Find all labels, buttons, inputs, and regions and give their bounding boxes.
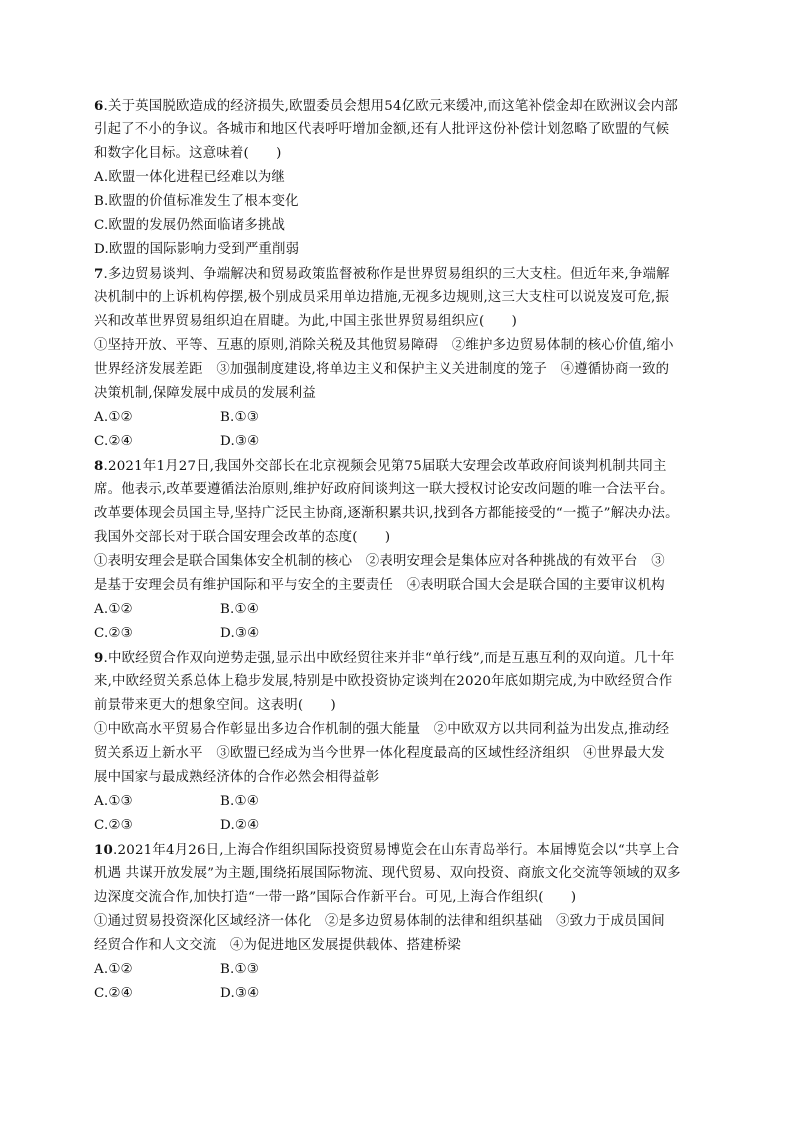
question-stem-line: 边深度交流合作,加快打造“一带一路”国际合作新平台。可见,上海合作组织( ) — [94, 890, 577, 905]
question-stem-line: 我国外交部长对于联合国安理会改革的态度( ) — [94, 530, 391, 545]
question-stem-line: 席。他表示,改革要遵循法治原则,维护好政府间谈判这一联大授权讨论安改问题的唯一合法平台。 — [94, 482, 674, 497]
question-stem-line: 8.2021年1月27日,我国外交部长在北京视频会见第75届联大安理会改革政府间谈判机制共同主 — [94, 458, 667, 474]
question-number: 7 — [94, 266, 104, 282]
question-stem-line: 和数字化目标。这意味着( ) — [94, 146, 282, 161]
choice-c: C.②③ — [94, 818, 133, 833]
choice-a: A.①③ — [94, 794, 133, 809]
choice-b: B.①④ — [220, 602, 259, 617]
question-number: 6 — [94, 98, 104, 114]
question-number: 10 — [94, 842, 114, 858]
option-d: D.欧盟的国际影响力受到严重削弱 — [94, 242, 300, 257]
option-c: C.欧盟的发展仍然面临诸多挑战 — [94, 218, 286, 233]
choice-d: D.③④ — [220, 626, 260, 641]
choice-d: D.③④ — [220, 986, 260, 1001]
choice-row — [94, 430, 700, 454]
choice-a: A.①② — [94, 602, 133, 617]
choice-b: B.①④ — [220, 794, 259, 809]
statement-line: 是基于安理会员有维护国际和平与安全的主要责任 ④表明联合国大会是联合国的主要审议机构 — [94, 578, 665, 593]
option-a: A.欧盟一体化进程已经难以为继 — [94, 170, 286, 185]
choice-row — [94, 622, 700, 646]
statement-line: 决策机制,保障发展中成员的发展利益 — [94, 386, 316, 401]
exam-page — [94, 94, 700, 1006]
choice-b: B.①③ — [220, 410, 259, 425]
statement-line: 展中国家与最成熟经济体的合作必然会相得益彰 — [94, 770, 380, 785]
choice-c: C.②④ — [94, 986, 133, 1001]
question-stem-line: 6.关于英国脱欧造成的经济损失,欧盟委员会想用54亿欧元来缓冲,而这笔补偿金却在欧洲议会内部 — [94, 98, 678, 114]
choice-row — [94, 598, 700, 622]
question-stem-line: 10.2021年4月26日,上海合作组织国际投资贸易博览会在山东青岛举行。本届博览会以“共享上合 — [94, 842, 680, 858]
choice-c: C.②③ — [94, 626, 133, 641]
choice-row — [94, 982, 700, 1006]
question-9 — [94, 646, 700, 838]
question-stem-line: 机遇 共谋开放发展”为主题,围绕拓展国际物流、现代贸易、双向投资、商旅文化交流等领域的双多 — [94, 866, 681, 881]
choice-c: C.②④ — [94, 434, 133, 449]
question-stem-line: 7.多边贸易谈判、争端解决和贸易政策监督被称作是世界贸易组织的三大支柱。但近年来,争端解 — [94, 266, 670, 282]
question-number: 8 — [94, 458, 104, 474]
question-stem-line: 引起了不小的争议。各城市和地区代表呼吁增加金额,还有人批评这份补偿计划忽略了欧盟的气候 — [94, 122, 670, 137]
statement-line: 经贸合作和人文交流 ④为促进地区发展提供载体、搭建桥梁 — [94, 938, 461, 953]
question-6 — [94, 94, 700, 262]
option-b: B.欧盟的价值标准发生了根本变化 — [94, 194, 299, 209]
question-8 — [94, 454, 700, 646]
choice-b: B.①③ — [220, 962, 259, 977]
choice-a: A.①② — [94, 962, 133, 977]
question-stem-line: 改革要体现会员国主导,坚持广泛民主协商,逐渐积累共识,找到各方都能接受的“一揽子”解决办法。 — [94, 506, 679, 521]
question-10 — [94, 838, 700, 1006]
question-stem-line: 前景带来更大的想象空间。这表明( ) — [94, 698, 336, 713]
choice-row — [94, 790, 700, 814]
question-7 — [94, 262, 700, 454]
choice-d: D.②④ — [220, 818, 260, 833]
statement-line: ①通过贸易投资深化区域经济一体化 ②是多边贸易体制的法律和组织基础 ③致力于成员国间 — [94, 914, 665, 929]
choice-a: A.①② — [94, 410, 133, 425]
choice-row — [94, 958, 700, 982]
statement-line: ①中欧高水平贸易合作彰显出多边合作机制的强大能量 ②中欧双方以共同利益为出发点,推动经 — [94, 722, 670, 737]
question-stem-line: 来,中欧经贸关系总体上稳步发展,特别是中欧投资协定谈判在2020年底如期完成,为中欧经贸合作 — [94, 674, 673, 689]
question-stem-line: 9.中欧经贸合作双向逆势走强,显示出中欧经贸往来并非“单行线”,而是互惠互利的双向道。几十年 — [94, 650, 675, 666]
statement-line: ①表明安理会是联合国集体安全机制的核心 ②表明安理会是集体应对各种挑战的有效平台 ③ — [94, 554, 665, 569]
statement-line: 世界经济发展差距 ③加强制度建设,将单边主义和保护主义关进制度的笼子 ④遵循协商一致的 — [94, 362, 670, 377]
choice-row — [94, 406, 700, 430]
statement-line: 贸关系迈上新水平 ③欧盟已经成为当今世界一体化程度最高的区域性经济组织 ④世界最大发 — [94, 746, 665, 761]
choice-row — [94, 814, 700, 838]
question-number: 9 — [94, 650, 104, 666]
question-stem-line: 决机制中的上诉机构停摆,极个别成员采用单边措施,无视多边规则,这三大支柱可以说岌岌可危,振 — [94, 290, 670, 305]
statement-line: ①坚持开放、平等、互惠的原则,消除关税及其他贸易障碍 ②维护多边贸易体制的核心价值,缩小 — [94, 338, 674, 353]
choice-d: D.③④ — [220, 434, 260, 449]
question-stem-line: 兴和改革世界贸易组织迫在眉睫。为此,中国主张世界贸易组织应( ) — [94, 314, 518, 329]
